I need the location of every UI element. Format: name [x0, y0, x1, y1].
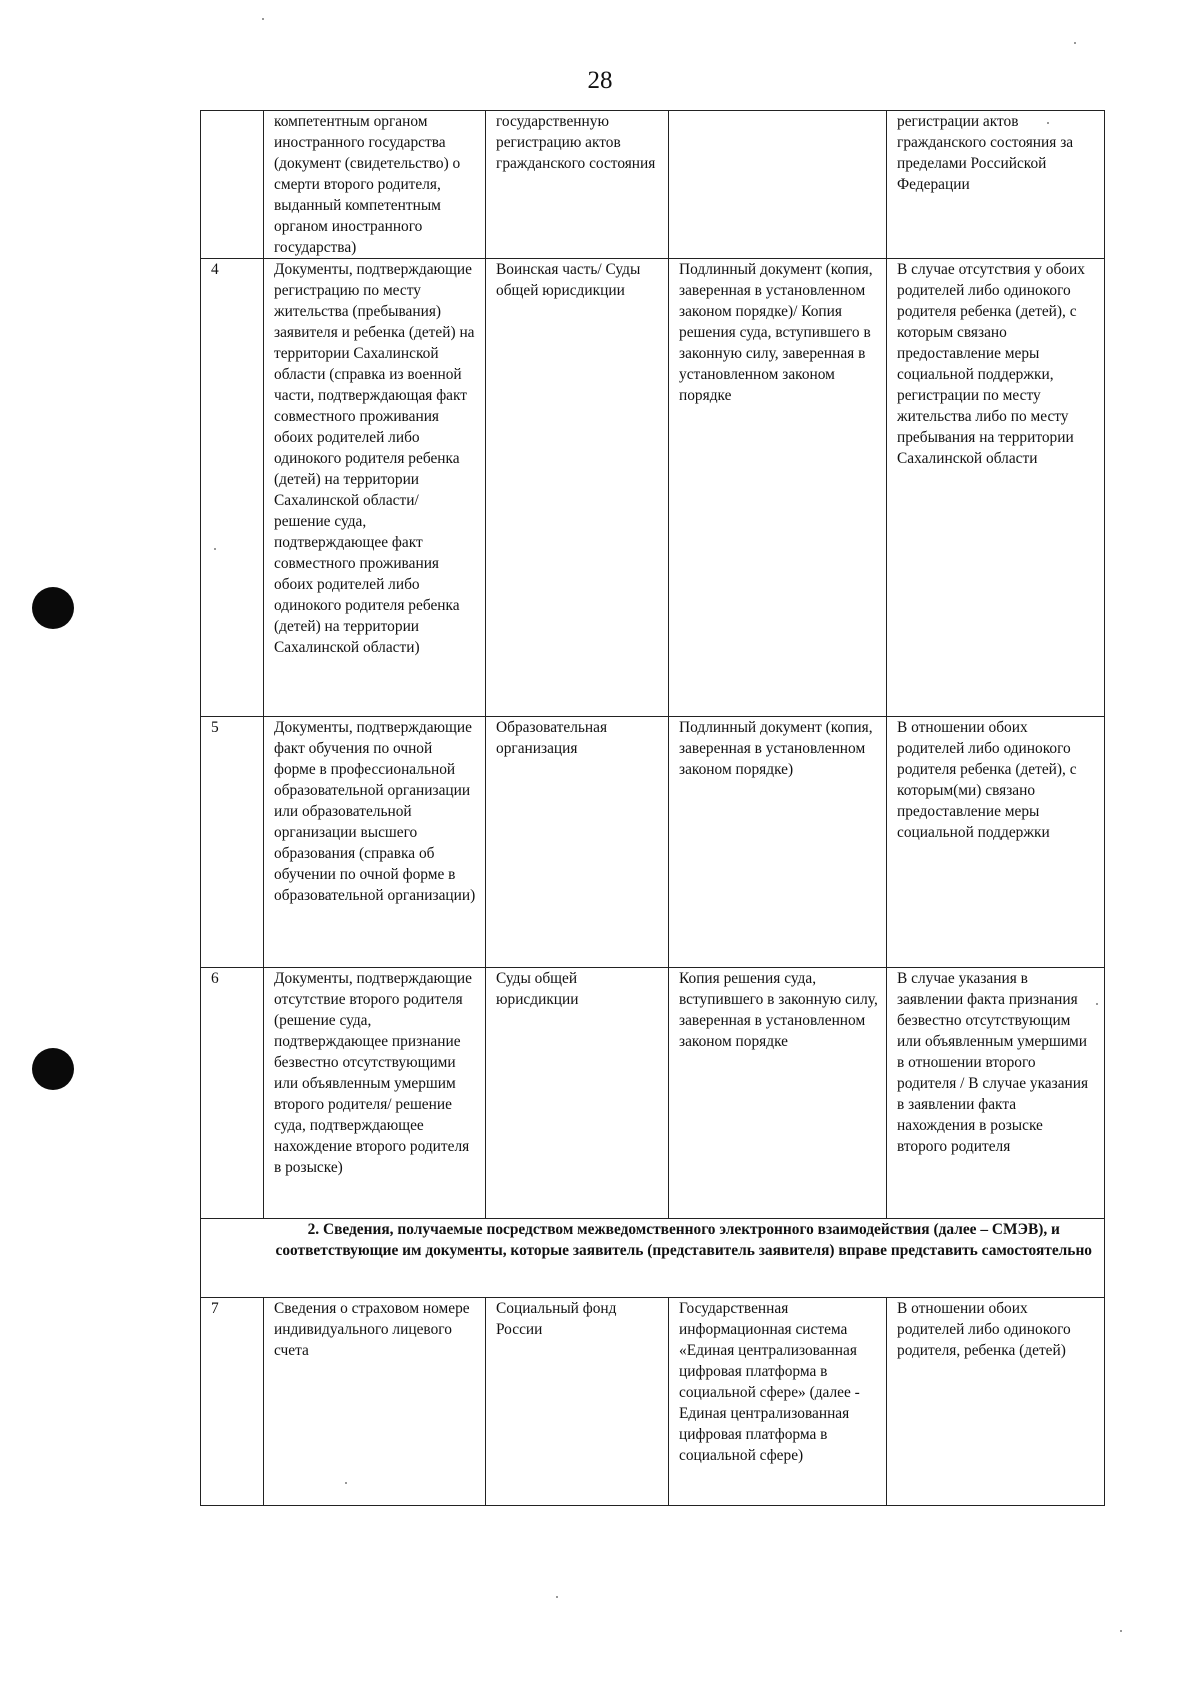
- condition-cell: В случае указания в заявлении факта признания безвестно отсутствующим или объявленным умершими в отношении второго родителя / В случае указания в заявлении факта нахождения в розыске второго родителя: [887, 968, 1105, 1219]
- form-cell: [669, 111, 887, 259]
- table-row: [201, 259, 1105, 717]
- condition-cell: В отношении обоих родителей либо одинокого родителя ребенка (детей), с которым(ми) связано предоставление меры социальной поддержки: [887, 717, 1105, 968]
- punch-hole-top: [32, 587, 74, 629]
- source-cell: государственную регистрацию актов гражданского состояния: [486, 111, 669, 259]
- source-cell: Образовательная организация: [486, 717, 669, 968]
- row-number: 5: [201, 717, 264, 968]
- form-cell: Государственная информационная система «Единая централизованная цифровая платформа в социальной сфере» (далее - Единая централизованная цифровая платформа в социальной сфере): [669, 1298, 887, 1506]
- form-cell: Копия решения суда, вступившего в законную силу, заверенная в установленном законом порядке: [669, 968, 887, 1219]
- row-number: 7: [201, 1298, 264, 1506]
- document-cell: компетентным органом иностранного государства (документ (свидетельство) о смерти второго родителя, выданный компетентным органом иностранного государства): [264, 111, 486, 259]
- document-cell: Документы, подтверждающие факт обучения по очной форме в профессиональной образовательной организации или образовательной организации высшего образования (справка об обучении по очной форме в образовательной организации): [264, 717, 486, 968]
- source-cell: Суды общей юрисдикции: [486, 968, 669, 1219]
- form-cell: Подлинный документ (копия, заверенная в установленном законом порядке)/ Копия решения суда, вступившего в законную силу, заверенная в установленном законом порядке: [669, 259, 887, 717]
- section-heading: 2. Сведения, получаемые посредством межведомственного электронного взаимодействия (далее – СМЭВ), и соответствующие им документы, которые заявитель (представитель заявителя) вправе представить самостоятельно: [264, 1219, 1105, 1298]
- document-cell: Документы, подтверждающие отсутствие второго родителя (решение суда, подтверждающее признание безвестно отсутствующими или объявленным умершим второго родителя/ решение суда, подтверждающее нахождение второго родителя в розыске): [264, 968, 486, 1219]
- condition-cell: регистрации актов гражданского состояния за пределами Российской Федерации: [887, 111, 1105, 259]
- scan-speck: [556, 1596, 558, 1598]
- source-cell: Воинская часть/ Суды общей юрисдикции: [486, 259, 669, 717]
- form-cell: Подлинный документ (копия, заверенная в установленном законом порядке): [669, 717, 887, 968]
- section-heading-row: [201, 1219, 1105, 1298]
- scan-speck: [262, 18, 264, 20]
- table-row: [201, 1298, 1105, 1506]
- table-row: [201, 717, 1105, 968]
- page-number: 28: [587, 67, 613, 94]
- punch-hole-bottom: [32, 1048, 74, 1090]
- section-blank-cell: [201, 1219, 264, 1298]
- scan-speck: [1074, 42, 1076, 44]
- row-number: [201, 111, 264, 259]
- row-number: 6: [201, 968, 264, 1219]
- condition-cell: В случае отсутствия у обоих родителей либо одинокого родителя ребенка (детей), с которым связано предоставление меры социальной поддержки, регистрации по месту жительства либо по месту пребывания на территории Сахалинской области: [887, 259, 1105, 717]
- scan-speck: [1120, 1630, 1122, 1632]
- documents-table: [200, 110, 1105, 1506]
- table-row: [201, 111, 1105, 259]
- row-number: 4: [201, 259, 264, 717]
- document-cell: Документы, подтверждающие регистрацию по месту жительства (пребывания) заявителя и ребенка (детей) на территории Сахалинской области (справка из военной части, подтверждающая факт совместного проживания обоих родителей либо одинокого родителя ребенка (детей) на территории Сахалинской области/ решение суда, подтверждающее факт совместного проживания обоих родителей либо одинокого родителя ребенка (детей) на территории Сахалинской области): [264, 259, 486, 717]
- table-row: [201, 968, 1105, 1219]
- document-cell: Сведения о страховом номере индивидуального лицевого счета: [264, 1298, 486, 1506]
- condition-cell: В отношении обоих родителей либо одинокого родителя, ребенка (детей): [887, 1298, 1105, 1506]
- source-cell: Социальный фонд России: [486, 1298, 669, 1506]
